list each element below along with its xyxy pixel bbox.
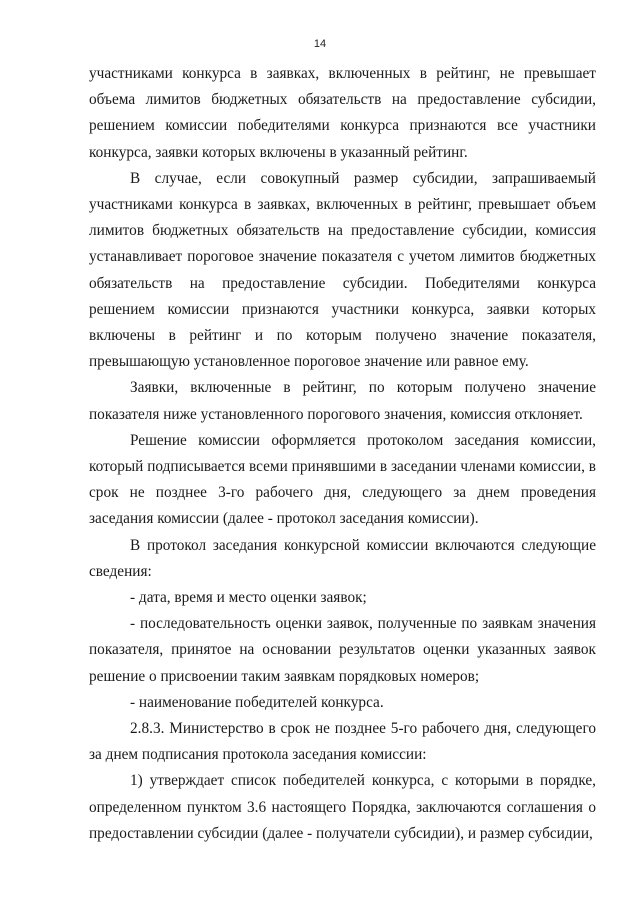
page-number: 14 xyxy=(313,38,327,50)
paragraph-4: Решение комиссии оформляется протоколом заседания комиссии, который подписывается всеми принявшими в заседании членами комиссии, в срок не позднее 3-го рабочего дня, следующего за днем проведения заседания комиссии (далее - протокол заседания комиссии). xyxy=(89,431,596,528)
paragraph-7: 1) утверждает список победителей конкурса, с которыми в порядке, определенном пунктом 3.6 настоящего Порядка, заключаются соглашения о предоставлении субсидии (далее - получатели субсидии), и размер субсидии, xyxy=(89,772,596,842)
paragraph-6: 2.8.3. Министерство в срок не позднее 5-го рабочего дня, следующего за днем подписания протокола заседания комиссии: xyxy=(89,720,596,764)
paragraph-5: В протокол заседания конкурсной комиссии включаются следующие сведения: xyxy=(89,536,596,580)
list-item-2: - последовательность оценки заявок, полученные по заявкам значения показателя, принятое на основании результатов оценки указанных заявок решение о присвоении таким заявкам порядковых номеров; xyxy=(89,615,596,685)
paragraph-2: В случае, если совокупный размер субсидии, запрашиваемый участниками конкурса в заявках, включенных в рейтинг, превышает объем лимитов бюджетных обязательств на предоставление субсидии, комиссия устанавливает пороговое значение показателя с учетом лимитов бюджетных обязательств на предоставление субсидии. Победителями конкурса решением комиссии признаются участники конкурса, заявки которых включены в рейтинг и по которым получено значение показателя, превышающую установленное пороговое значение или равное ему. xyxy=(89,169,596,371)
paragraph-3: Заявки, включенные в рейтинг, по которым получено значение показателя ниже установленного порогового значения, комиссия отклоняет. xyxy=(89,379,596,423)
paragraph-1: участниками конкурса в заявках, включенных в рейтинг, не превышает объема лимитов бюджетных обязательств на предоставление субсидии, решением комиссии победителями конкурса признаются все участники конкурса, заявки которых включены в указанный рейтинг. xyxy=(89,65,596,161)
list-item-3: - наименование победителей конкурса. xyxy=(130,693,384,711)
document-body xyxy=(89,61,596,847)
list-item-1: - дата, время и место оценки заявок; xyxy=(130,589,367,607)
